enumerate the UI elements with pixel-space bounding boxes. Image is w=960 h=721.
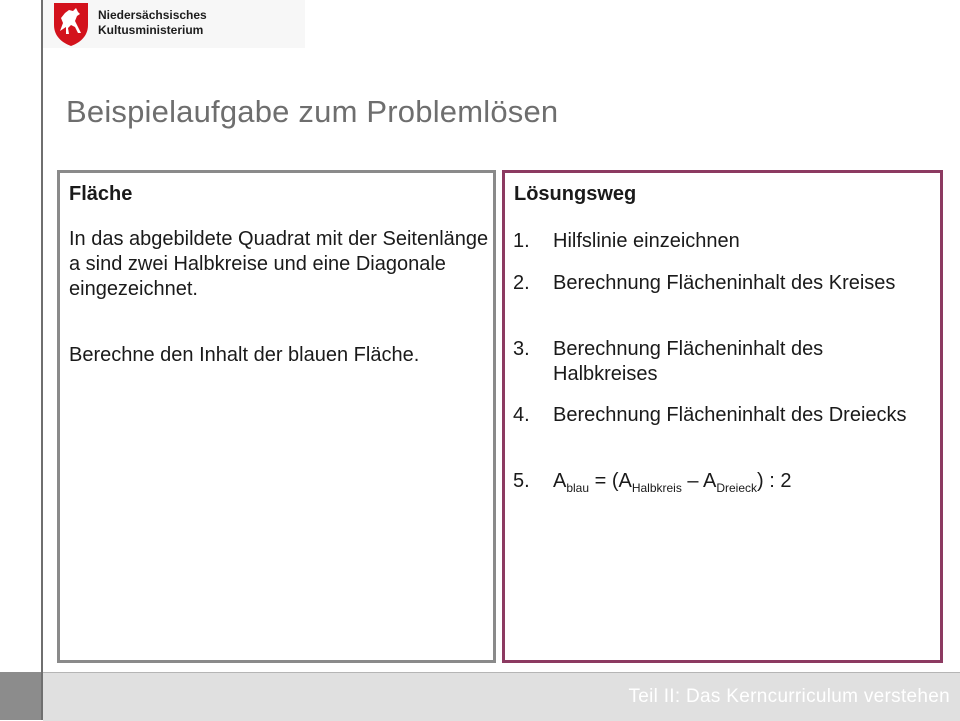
left-margin-footer-block — [0, 672, 43, 720]
ministry-logo — [43, 0, 305, 48]
solution-steps — [513, 229, 933, 501]
task-paragraph-1: In das abgebildete Quadrat mit der Seitenlänge a sind zwei Halbkreise und eine Diagonale eingezeichnet. — [69, 228, 489, 300]
logo-line-2: Kultusministerium — [98, 23, 204, 37]
task-heading: Fläche — [69, 183, 133, 205]
formula: $A_{blau} = (A_{Halbkreis} - A_{Dreieck})$ : 2 — [553, 470, 792, 495]
solution-step: 3. Berechnung Flächeninhalt des Halbkreises — [513, 338, 824, 385]
task-paragraph-2: Berechne den Inhalt der blauen Fläche. — [69, 344, 420, 366]
footer-text: Teil II: Das Kerncurriculum verstehen — [628, 686, 950, 707]
solution-step: 2. Berechnung Flächeninhalt des Kreises — [513, 272, 896, 294]
solution-step: 1. Hilfslinie einzeichnen — [513, 230, 740, 252]
task-panel — [57, 170, 496, 663]
logo-line-1: Niedersächsisches — [98, 8, 207, 22]
solution-heading: Lösungsweg — [514, 183, 637, 205]
solution-panel — [502, 170, 943, 663]
solution-step-formula: 5. $A_{blau} = (A_{Halbkreis} - A_{Dreieck})$ : 2 — [513, 470, 792, 495]
square-semicircles-figure — [60, 453, 290, 633]
left-margin-rule — [0, 0, 43, 672]
solution-step: 4. Berechnung Flächeninhalt des Dreiecks — [513, 404, 907, 426]
page-title: Beispielaufgabe zum Problemlösen — [66, 94, 559, 129]
lower-saxony-crest-icon — [51, 1, 91, 47]
